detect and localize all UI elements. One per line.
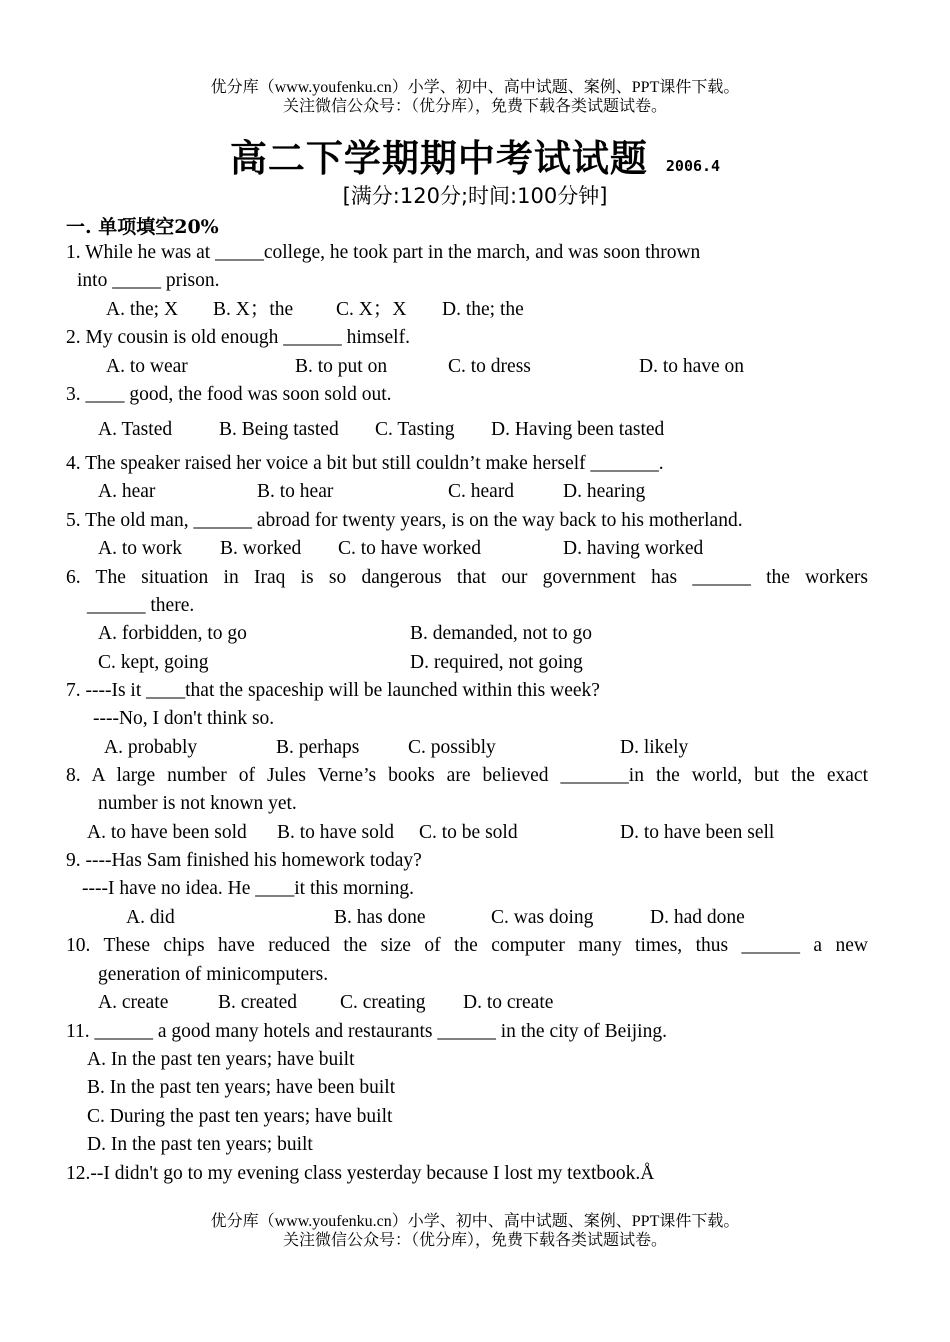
q2-option-b: B. to put on <box>295 356 388 377</box>
q2-option-d: D. to have on <box>639 356 745 377</box>
q10-stem-cont: generation of minicomputers. <box>98 964 329 985</box>
q4-option-b: B. to hear <box>257 481 334 502</box>
q10-option-d: D. to create <box>463 992 554 1013</box>
q5-option-b: B. worked <box>220 538 302 559</box>
q5-stem: 5. The old man, ______ abroad for twenty years, is on the way back to his motherland. <box>66 510 743 531</box>
q9-option-b: B. has done <box>334 907 426 928</box>
q10-option-b: B. created <box>218 992 298 1013</box>
q9-stem: 9. ----Has Sam finished his homework today? <box>66 850 422 871</box>
q2-stem: 2. My cousin is old enough ______ himself. <box>66 327 410 348</box>
q6-option-b: B. demanded, not to go <box>410 623 592 644</box>
q8-option-a: A. to have been sold <box>87 822 247 843</box>
q6-stem-cont: ______ there. <box>87 595 195 616</box>
q9-stem-cont: ----I have no idea. He ____it this morning. <box>82 878 414 899</box>
header-line-2: 关注微信公众号：（优分库），免费下载各类试题试卷。 <box>282 98 667 115</box>
q3-option-c: C. Tasting <box>375 419 455 440</box>
q11-stem: 11. ______ a good many hotels and restaurants ______ in the city of Beijing. <box>66 1021 667 1042</box>
title-date: 2006.4 <box>665 157 721 175</box>
q6-option-a: A. forbidden, to go <box>98 623 247 644</box>
q6-option-c: C. kept, going <box>98 652 209 673</box>
q11-option-c: C. During the past ten years; have built <box>87 1106 393 1127</box>
q9-option-a: A. did <box>126 907 175 928</box>
q10-option-a: A. create <box>98 992 169 1013</box>
q5-option-d: D. having worked <box>563 538 704 559</box>
q7-stem: 7. ----Is it ____that the spaceship will be launched within this week? <box>66 680 600 701</box>
title-subtitle: [满分:120分;时间:100分钟] <box>342 184 608 208</box>
q8-option-d: D. to have been sell <box>620 822 775 843</box>
q9-option-c: C. was doing <box>491 907 594 928</box>
q9-option-d: D. had done <box>650 907 745 928</box>
q3-option-b: B. Being tasted <box>219 419 339 440</box>
q4-option-a: A. hear <box>98 481 156 502</box>
footer-line-1: 优分库（www.youfenku.cn）小学、初中、高中试题、案例、PPT课件下载。 <box>210 1213 740 1230</box>
q1-option-d: D. the; the <box>442 299 524 320</box>
header-line-1: 优分库（www.youfenku.cn）小学、初中、高中试题、案例、PPT课件下载。 <box>210 79 740 96</box>
q1-stem: 1. While he was at _____college, he took part in the march, and was soon thrown <box>66 242 701 263</box>
q8-stem-cont: number is not known yet. <box>98 793 297 814</box>
page-title <box>0 128 950 180</box>
q7-option-d: D. likely <box>620 737 689 758</box>
q11-option-a: A. In the past ten years; have built <box>87 1049 355 1070</box>
q3-option-d: D. Having been tasted <box>491 419 665 440</box>
q5-option-a: A. to work <box>98 538 182 559</box>
q7-option-c: C. possibly <box>408 737 496 758</box>
title-main: 高二下学期期中考试试题 <box>229 137 648 180</box>
q11-option-b: B. In the past ten years; have been built <box>87 1077 396 1098</box>
q6-stem: 6. The situation in Iraq is so dangerous that our government has ______ the workers <box>66 567 868 588</box>
q6-option-d: D. required, not going <box>410 652 583 673</box>
q8-stem: 8. A large number of Jules Verne’s books are believed _______in the world, but the exact <box>66 765 868 786</box>
section-heading: 一. 单项填空20% <box>66 216 219 238</box>
q3-stem: 3. ____ good, the food was soon sold out. <box>66 384 392 405</box>
q3-option-a: A. Tasted <box>98 419 173 440</box>
q7-stem-cont: ----No, I don't think so. <box>93 708 275 729</box>
q5-option-c: C. to have worked <box>338 538 481 559</box>
q10-stem: 10. These chips have reduced the size of the computer many times, thus ______ a new <box>66 935 868 956</box>
q4-stem: 4. The speaker raised her voice a bit but still couldn’t make herself _______. <box>66 453 664 474</box>
q1-option-b: B. X；the <box>213 299 294 320</box>
q1-option-c: C. X；X <box>336 299 407 320</box>
q4-option-d: D. hearing <box>563 481 646 502</box>
q7-option-b: B. perhaps <box>276 737 360 758</box>
q8-option-b: B. to have sold <box>277 822 394 843</box>
q12-stem: 12.--I didn't go to my evening class yesterday because I lost my textbook.Å <box>66 1163 655 1184</box>
q1-option-a: A. the; X <box>106 299 179 320</box>
q4-option-c: C. heard <box>448 481 515 502</box>
footer-line-2: 关注微信公众号：（优分库），免费下载各类试题试卷。 <box>282 1232 667 1249</box>
q11-option-d: D. In the past ten years; built <box>87 1134 313 1155</box>
q8-option-c: C. to be sold <box>419 822 518 843</box>
q7-option-a: A. probably <box>104 737 198 758</box>
q2-option-c: C. to dress <box>448 356 531 377</box>
q2-option-a: A. to wear <box>106 356 188 377</box>
q10-option-c: C. creating <box>340 992 426 1013</box>
q1-stem-cont: into _____ prison. <box>77 270 220 291</box>
